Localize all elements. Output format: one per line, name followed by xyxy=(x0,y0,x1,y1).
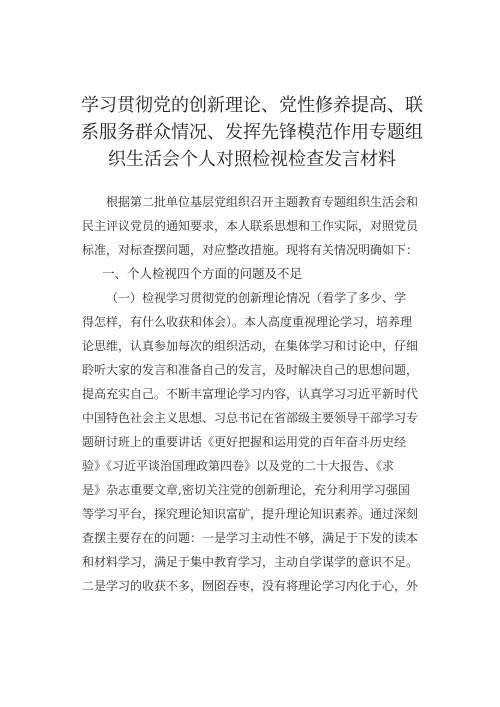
paragraph-line-13: 二是学习的收获不多，囫囵吞枣，没有将理论学习内化于心，外 xyxy=(82,579,419,593)
paragraph-line-9: 是》杂志重要文章,密切关注党的创新理论，充分利用学习强国 xyxy=(82,483,410,497)
paragraph-line-11: 查摆主要存在的问题：一是学习主动性不够，满足于下发的读本 xyxy=(82,531,419,545)
paragraph-line-7: 题研讨班上的重要讲话《更好把握和运用党的百年奋斗历史经 xyxy=(82,435,407,449)
title-line-1: 学习贯彻党的创新理论、党性修养提高、联 xyxy=(81,95,423,116)
paragraph-line-2: 得怎样，有什么收获和体会）。本人高度重视理论学习，培养理 xyxy=(82,315,413,329)
paragraph-line-6: 中国特色社会主义思想、习总书记在省部级主要领导干部学习专 xyxy=(82,411,419,425)
intro-line-3: 标准，对标查摆问题，对应整改措施。现将有关情况明确如下： xyxy=(82,243,419,257)
paragraph-line-10: 等学习平台，探究理论知识富矿，提升理论知识素养。通过深刻 xyxy=(82,507,419,521)
paragraph-line-5: 提高充实自己。不断丰富理论学习内容，认真学习习近平新时代 xyxy=(82,387,419,401)
intro-line-2: 民主评议党员的通知要求，本人联系思想和工作实际，对照党员 xyxy=(82,219,419,233)
paragraph-line-8: 验》《习近平谈治国理政第四卷》以及党的二十大报告、《求 xyxy=(82,459,395,473)
section-heading: 一、个人检视四个方面的问题及不足 xyxy=(102,266,303,281)
paragraph-line-3: 论思维，认真参加每次的组织活动，在集体学习和讨论中，仔细 xyxy=(82,339,419,353)
title-line-2: 系服务群众情况、发挥先锋模范作用专题组 xyxy=(81,122,423,143)
paragraph-line-1: （一）检视学习贯彻党的创新理论情况（看学了多少、学 xyxy=(106,291,407,305)
intro-line-1: 根据第二批单位基层党组织召开主题教育专题组织生活会和 xyxy=(106,195,419,209)
document-title xyxy=(72,92,432,173)
paragraph-line-4: 聆听大家的发言和准备自己的发言，及时解决自己的思想问题， xyxy=(82,363,419,377)
title-line-3: 织生活会个人对照检视检查发言材料 xyxy=(108,149,396,170)
document-body xyxy=(82,190,434,598)
paragraph-line-12: 和材料学习，满足于集中教育学习，主动自学谋学的意识不足。 xyxy=(82,555,419,569)
